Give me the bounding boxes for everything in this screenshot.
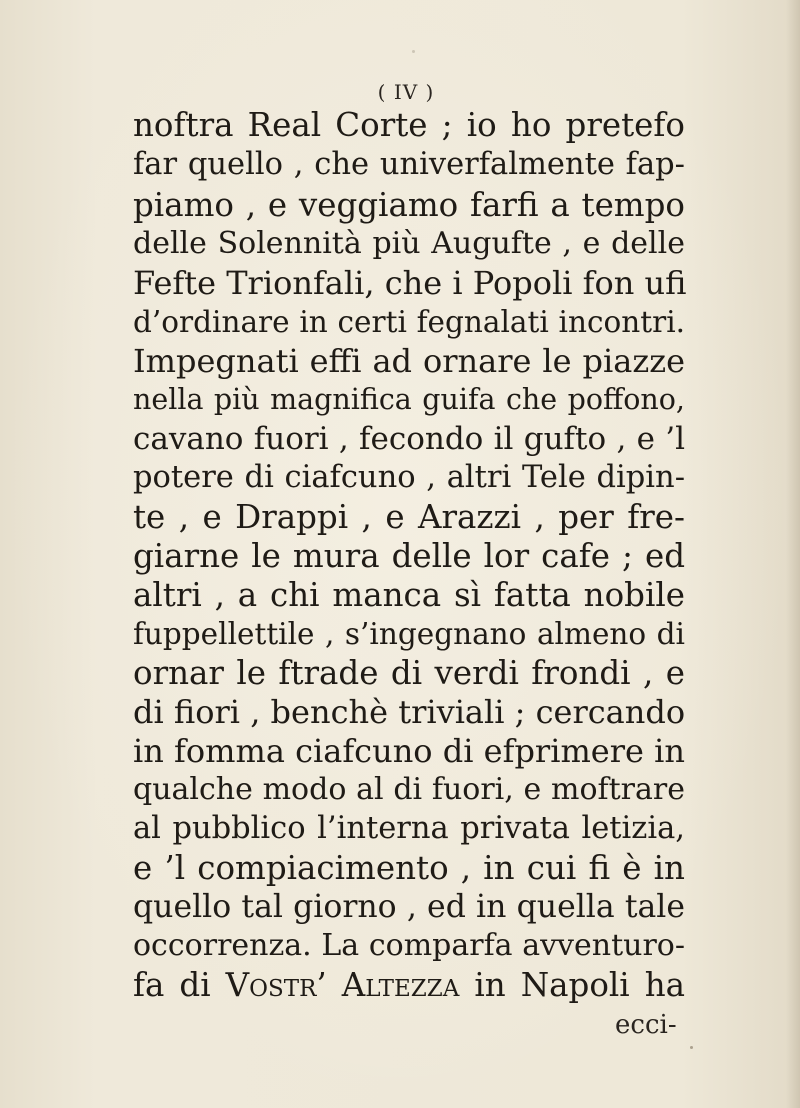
- text-line: qualche modo al di fuori, e moftrare: [133, 772, 685, 807]
- text-line: di fiori , benchè triviali ; cercando: [133, 693, 686, 731]
- text-line: far quello , che univerfalmente fap-: [133, 147, 685, 182]
- text-line: e ’l compiacimento , in cui fi è in: [133, 849, 685, 887]
- text-line: occorrenza. La comparfa avventuro-: [133, 928, 685, 963]
- text-line: delle Solennità più Augufte , e delle: [133, 226, 685, 261]
- text-line: al pubblico l’interna privata letizia,: [133, 811, 685, 846]
- page-edge-shadow: [786, 0, 800, 1108]
- text-line: giarne le mura delle lor cafe ; ed: [133, 537, 685, 575]
- text-line: te , e Drappi , e Arazzi , per fre-: [133, 498, 685, 536]
- text-line: d’ordinare in certi fegnalati incontri.: [133, 305, 685, 339]
- paper-speck: [412, 50, 415, 53]
- text-line: Fefte Trionfali, che i Popoli fon ufi: [133, 264, 687, 302]
- text-line: fuppellettile , s’ingegnano almeno di: [133, 617, 685, 651]
- text-line: in fomma ciafcuno di efprimere in: [133, 732, 685, 770]
- page-number: ( IV ): [377, 80, 435, 104]
- text-run: fa di: [133, 966, 226, 1004]
- text-line: Impegnati effi ad ornare le piazze: [133, 342, 685, 380]
- text-run: in Napoli ha: [459, 966, 685, 1004]
- dedicatee-name: Vostr’ Altezza: [225, 966, 460, 1004]
- text-line: ornar le ftrade di verdi frondi , e: [133, 654, 685, 692]
- text-line: quello tal giorno , ed in quella tale: [133, 889, 685, 925]
- text-line: piamo , e veggiamo farfi a tempo: [133, 186, 685, 224]
- paper-speck: [690, 1046, 693, 1049]
- text-line: altri , a chi manca sì fatta nobile: [133, 576, 685, 614]
- text-line: cavano fuori , fecondo il gufto , e ’l: [133, 421, 685, 457]
- text-line: noftra Real Corte ; io ho pretefo: [133, 106, 685, 144]
- text-line: nella più magnifica guifa che poffono,: [133, 383, 685, 416]
- text-line: potere di ciafcuno , altri Tele dipin-: [133, 460, 685, 495]
- text-line-last: [133, 966, 685, 1004]
- catchword: ecci-: [615, 1010, 677, 1040]
